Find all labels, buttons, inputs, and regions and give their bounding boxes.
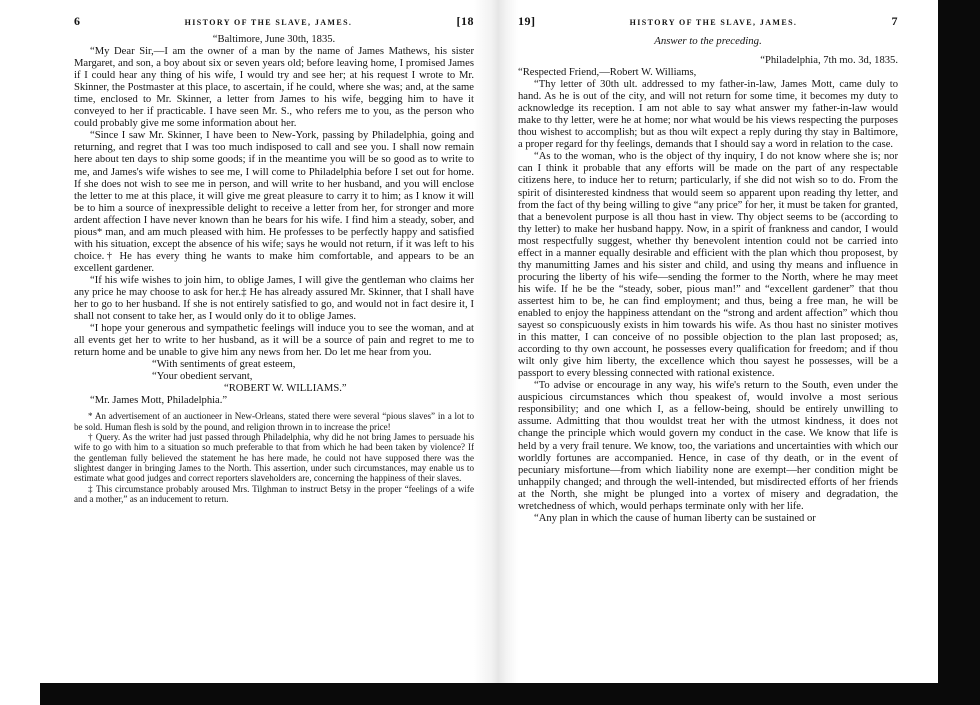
reply-paragraph: “Any plan in which the cause of human liberty can be sustained or [534, 512, 816, 524]
left-running-head [74, 14, 474, 34]
letter-closing: “Your obedient servant, [152, 371, 253, 383]
letter-paragraph: “My Dear Sir,—I am the owner of a man by the name of James Mathews, his sister Margaret, and son, a boy about six or seven years old; before leaving home, I promised James if I could hear any thing of his wife, I would try and see her; at his request I wrote to Mr. Skinner, the Postmaster at this place, to ascertain, if he could, where she was; and, at the same time, enclosed to Mr. Skinner, a letter from James to his wife, begging him to have it conveyed to her if practicable. I have seen Mr. S., who refers me to you, as the person who could probably give me some information about her. [74, 46, 474, 130]
letter-closing: “With sentiments of great esteem, [152, 359, 296, 371]
right-page [518, 14, 898, 705]
right-bracket-number: 19] [518, 14, 536, 28]
left-bracket-number: [18 [456, 14, 474, 28]
footnote: * An advertisement of an auctioneer in New-Orleans, stated there were several “pious slaves” in a lot to be sold. Human flesh is sold by the pound, and religion thrown in to increase the price! [74, 411, 474, 432]
left-letter [74, 34, 474, 407]
right-running-head [518, 14, 898, 34]
letter-paragraph: “Since I saw Mr. Skinner, I have been to New-York, passing by Philadelphia, going and returning, and regret that I was too much indisposed to call and see you. I shall now remain here about ten days to ship some goods; if in the meantime you will be so good as to write to me, and James's wife wishes to see me, I will come to Philadelphia before I set out for home. If she does not wish to see me in person, and will write to her husband, and you will enclose the letter to me at this place, it will give me great pleasure to carry it to him; as I know it will be to him a source of inexpressible delight to receive a letter from her, for stronger and more ardent affection I have never known than he bears for his wife. I find him a steady, sober, and pious* man, and am much pleased with him. He professes to be perfectly happy and satisfied with his situation, except the absence of his wife; says he would not return, if it was left to his choice.† He has every thing he wants to make him comfortable, and appears to be an excellent gardener. [74, 130, 474, 274]
reply-dateline: “Philadelphia, 7th mo. 3d, 1835. [760, 55, 898, 66]
reply-heading: Answer to the preceding. [654, 35, 762, 47]
left-page [74, 14, 474, 705]
book-gutter [474, 0, 518, 705]
right-page-number: 7 [891, 14, 898, 28]
letter-addressee: “Mr. James Mott, Philadelphia.” [90, 395, 228, 407]
scan-border-bottom [40, 683, 938, 705]
letter-paragraph: “If his wife wishes to join him, to oblige James, I will give the gentleman who claims her any price he may choose to ask for her.‡ He has already assured Mr. Skinner, that I shall have her to go to her husband. If she is not entirely satisfied to go, and would not in fact desire it, I shall not consent to take her, as I would only do it to oblige James. [74, 274, 474, 323]
left-page-number: 6 [74, 14, 81, 28]
reply-salutation: “Respected Friend,—Robert W. Williams, [518, 67, 697, 79]
footnote: † Query. As the writer had just passed through Philadelphia, why did he not bring James to persuade his wife to go with him to a situation so much preferable to that from which he had been taken by violence? If the gentleman fully believed the statement he has here made, he could not have supposed there was the slightest danger in bringing James to the North. This assertion, under such circumstances, may enable us to estimate what good judges and correct reporters slaveholders are, concerning the happiness of their slaves. [74, 432, 474, 484]
reply-paragraph: “To advise or encourage in any way, his wife's return to the South, even under the auspicious circumstances which thou speakest of, would involve a most serious responsibility; and one which I, as a fellow-being, should be entirely unwilling to assume. Admitting that thou wouldst treat her with the utmost kindness, it does not change the principle which would govern my conduct in the case. We know that life is held by a very frail tenure. We know, too, the variations and uncertainties with which our worldly fortunes are accompanied. Hence, in case of thy death, or in the event of pecuniary misfortune—from which liability none are exempt—her condition might be unhappily changed; and through the well-intended, but misdirected efforts of her friends at the North, she might be plunged into a vortex of misery and degradation, the wretchedness of which, would perhaps terminate only with her life. [518, 380, 898, 512]
left-footnotes [74, 411, 474, 504]
footnote: ‡ This circumstance probably aroused Mrs. Tilghman to instruct Betsy in the proper “feelings of a wife and a mother,” as an inducement to return. [74, 483, 474, 504]
letter-signature: “ROBERT W. WILLIAMS.” [224, 383, 347, 395]
reply-paragraph: “Thy letter of 30th ult. addressed to my father-in-law, James Mott, came duly to hand. As he is out of the city, and will not return for some time, it becomes my duty to acknowledge its reception. I am not able to say what answer my father-in-law would make to thy letter, were he at home; nor what would be his views respecting the purposes thou wishest to accomplish; but as thou wilt expect a reply during thy stay in Baltimore, a proper regard for thy feelings, demands that I should say a word in relation to the case. [518, 79, 898, 151]
left-running-title: HISTORY OF THE SLAVE, JAMES. [184, 18, 353, 27]
letter-dateline: “Baltimore, June 30th, 1835. [212, 34, 336, 45]
right-letter [518, 55, 898, 525]
right-running-title: HISTORY OF THE SLAVE, JAMES. [629, 18, 798, 27]
letter-paragraph: “I hope your generous and sympathetic feelings will induce you to see the woman, and at all events get her to write to her husband, as it will be a source of pain and regret to me to return home and be unable to give him any news from her. Do let me hear from you. [74, 323, 474, 359]
reply-paragraph: “As to the woman, who is the object of thy inquiry, I do not know where she is; nor can I think it probable that any efforts will be made on the part of any respectable citizens here, to induce her to return; particularly, if she did not wish so to do. From the spirit of disinterested kindness that would seem so apparent upon reading thy letter, and from the fact of thy being willing to give “any price” for her, it must be taken for granted, that a benevolent purpose is all thou hast in view. Thy object seems to be (according to thy letter) to make her husband happy. Now, in a spirit of frankness and candor, I would most respectfully suggest, whether thy benevolent intention could not be carried into effect in a manner equally desirable and efficient with the plan which thou proposest, by thy manumitting James and his sister and child, and using thy means and influence in procuring the liberty of his wife—sending the former to the North, where he may meet his wife. If he be the “steady, sober, pious man!” and “excellent gardener” that thou assertest him to be, he can find employment; and thus, being a free man, he will be enabled to enjoy the happiness attendant on the “strong and ardent affection” which thou sayest so conspicuously exists in him towards his wife. As thou hast no sinister motives in this matter, I can conceive of no possible objection to the plan last proposed; as, according to thy own account, he possesses every qualification for freedom; and if thou wilt only give him liberty, the excellence which thou sayest he possesses, will be a passport to every blessing connected with rational existence. [518, 151, 898, 380]
scan-border-right [938, 0, 980, 705]
